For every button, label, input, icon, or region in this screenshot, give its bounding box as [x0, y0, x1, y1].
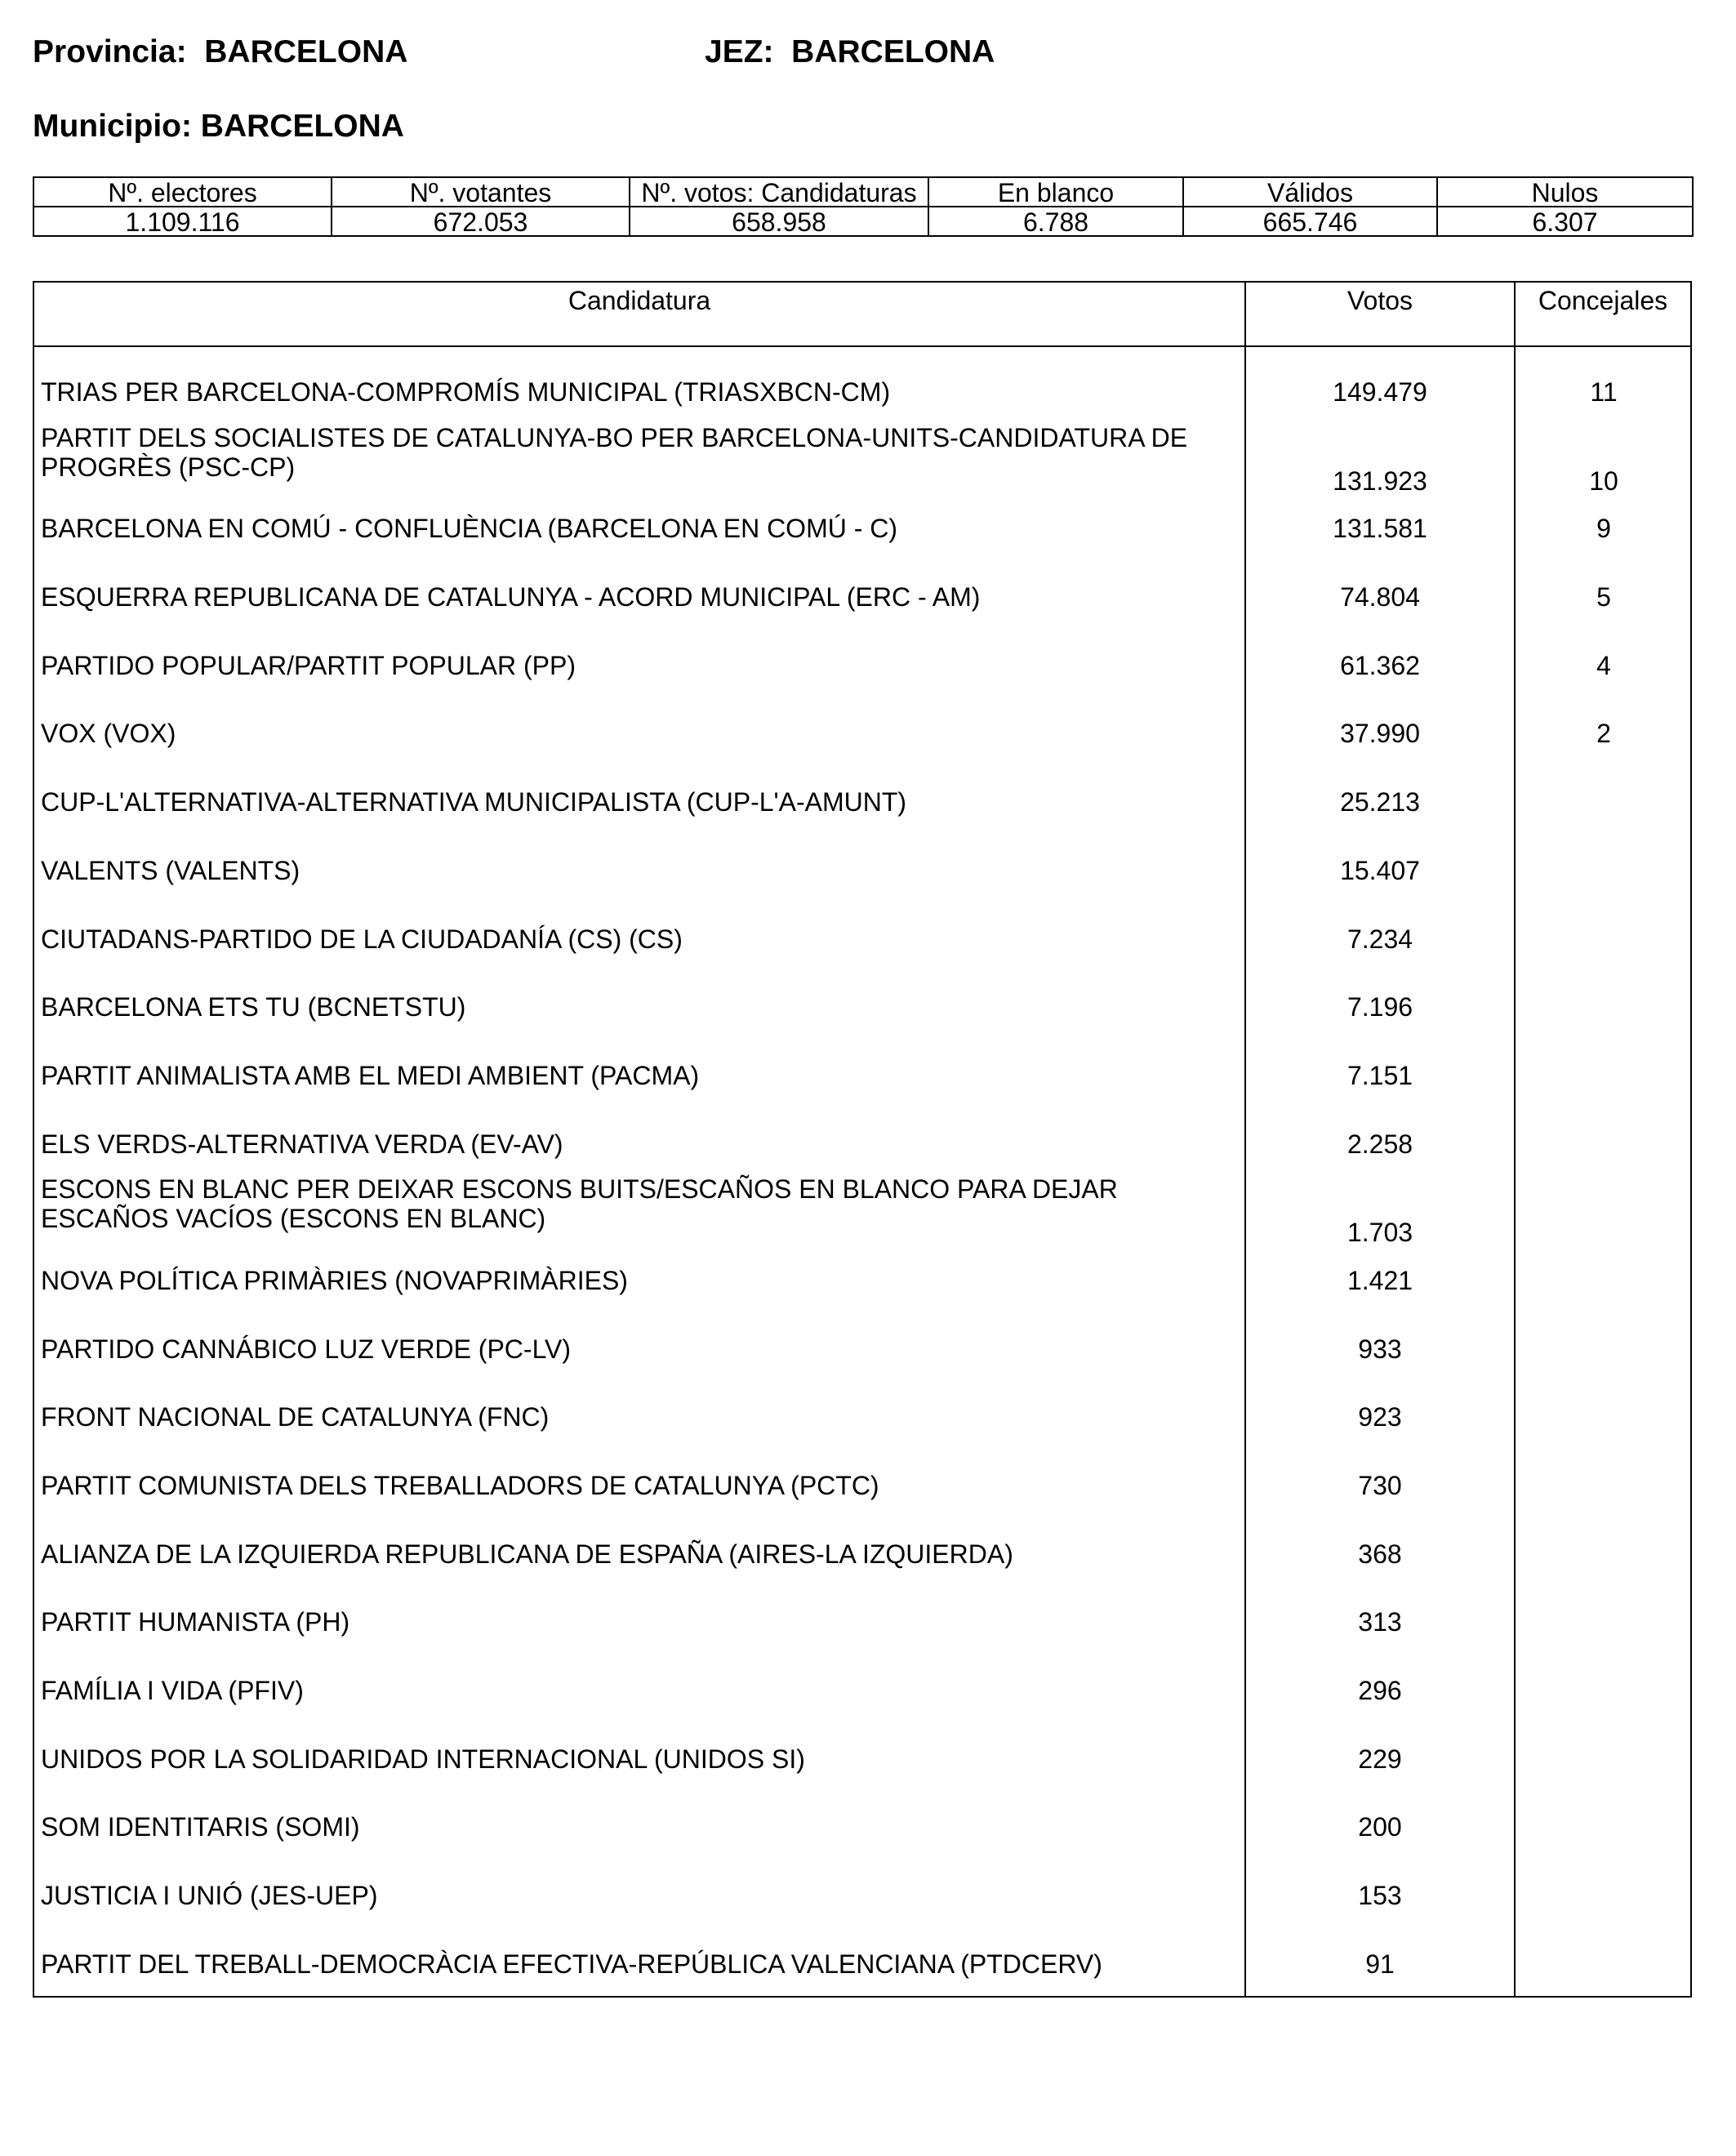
candidatura-name: CUP-L'ALTERNATIVA-ALTERNATIVA MUNICIPALISTA (CUP-L'A-AMUNT) [41, 787, 907, 817]
concejales-value: 10 [1589, 466, 1618, 496]
votos-value: 296 [1358, 1676, 1402, 1706]
candidatura-name: BARCELONA EN COMÚ - CONFLUÈNCIA (BARCELONA EN COMÚ - C) [41, 514, 898, 544]
candidatura-name: ESCONS EN BLANC PER DEIXAR ESCONS BUITS/ESCAÑOS EN BLANCO PARA DEJAR ESCAÑOS VACÍOS (ESCONS EN BLANC) [41, 1174, 1118, 1234]
votos-value: 7.196 [1347, 992, 1413, 1022]
summary-value-en-blanco: 6.788 [928, 207, 1183, 236]
results-rows [34, 371, 1690, 2011]
candidatura-name: JUSTICIA I UNIÓ (JES-UEP) [41, 1881, 378, 1911]
votos-value: 368 [1358, 1539, 1402, 1569]
votos-value: 15.407 [1340, 855, 1420, 885]
candidatura-name: SOM IDENTITARIS (SOMI) [41, 1812, 360, 1842]
header-concejales: Concejales [1538, 286, 1668, 315]
summary-value-votantes: 672.053 [332, 207, 630, 236]
table-row [34, 1806, 1690, 1874]
candidatura-name: ALIANZA DE LA IZQUIERDA REPUBLICANA DE ESPAÑA (AIRES-LA IZQUIERDA) [41, 1539, 1013, 1569]
summary-value-validos: 665.746 [1183, 207, 1437, 236]
table-row [34, 1259, 1690, 1328]
candidatura-name: PARTIT HUMANISTA (PH) [41, 1607, 350, 1637]
summary-header-validos: Válidos [1183, 177, 1437, 207]
table-row [34, 781, 1690, 849]
votos-value: 923 [1358, 1402, 1402, 1432]
municipio-label: Municipio: BARCELONA [33, 109, 404, 144]
summary-header-nulos: Nulos [1437, 177, 1693, 207]
summary-header-electores: Nº. electores [33, 177, 332, 207]
votos-value: 149.479 [1333, 377, 1427, 407]
votos-value: 74.804 [1340, 582, 1420, 612]
votos-value: 933 [1358, 1334, 1402, 1364]
votos-value: 131.581 [1333, 514, 1427, 544]
concejales-value: 9 [1596, 514, 1611, 544]
candidatura-name: VALENTS (VALENTS) [41, 855, 300, 885]
table-row [34, 986, 1690, 1054]
table-row [34, 1738, 1690, 1806]
candidatura-name: BARCELONA ETS TU (BCNETSTU) [41, 992, 466, 1022]
votos-value: 61.362 [1340, 650, 1420, 680]
votos-value: 153 [1358, 1881, 1402, 1911]
header-votos: Votos [1347, 286, 1413, 315]
candidatura-name: NOVA POLÍTICA PRIMÀRIES (NOVAPRIMÀRIES) [41, 1265, 628, 1295]
votos-value: 25.213 [1340, 787, 1420, 817]
candidatura-name: PARTIT DEL TREBALL-DEMOCRÀCIA EFECTIVA-REPÚBLICA VALENCIANA (PTDCERV) [41, 1949, 1102, 1979]
votos-value: 1.703 [1347, 1218, 1413, 1248]
candidatura-name: FAMÍLIA I VIDA (PFIV) [41, 1676, 304, 1706]
candidatura-name: CIUTADANS-PARTIDO DE LA CIUDADANÍA (CS) (CS) [41, 924, 683, 954]
table-row [34, 918, 1690, 987]
concejales-value: 5 [1596, 582, 1611, 612]
summary-header-votantes: Nº. votantes [332, 177, 630, 207]
summary-header-votos-candidaturas: Nº. votos: Candidaturas [630, 177, 928, 207]
header-divider [34, 345, 1690, 347]
votos-value: 2.258 [1347, 1129, 1413, 1159]
candidatura-name: ESQUERRA REPUBLICANA DE CATALUNYA - ACORD MUNICIPAL (ERC - AM) [41, 582, 981, 612]
table-row [34, 1533, 1690, 1601]
summary-value-votos-candidaturas: 658.958 [630, 207, 928, 236]
votos-value: 229 [1358, 1744, 1402, 1774]
table-row [34, 1174, 1690, 1259]
votos-value: 7.151 [1347, 1060, 1413, 1090]
votos-value: 730 [1358, 1471, 1402, 1500]
summary-value-nulos: 6.307 [1437, 207, 1693, 236]
concejales-value: 4 [1596, 650, 1611, 680]
candidatura-name: TRIAS PER BARCELONA-COMPROMÍS MUNICIPAL (TRIASXBCN-CM) [41, 377, 891, 407]
candidatura-name: PARTIT COMUNISTA DELS TREBALLADORS DE CATALUNYA (PCTC) [41, 1471, 879, 1500]
candidatura-name: UNIDOS POR LA SOLIDARIDAD INTERNACIONAL (UNIDOS SI) [41, 1744, 805, 1774]
candidatura-name: PARTIDO POPULAR/PARTIT POPULAR (PP) [41, 650, 576, 680]
header-candidatura: Candidatura [568, 286, 711, 315]
table-row [34, 1669, 1690, 1738]
votos-value: 37.990 [1340, 719, 1420, 749]
table-row [34, 422, 1690, 508]
candidatura-name: PARTIT DELS SOCIALISTES DE CATALUNYA-BO PER BARCELONA-UNITS-CANDIDATURA DE PROGRÈS (PSC-CP) [41, 422, 1188, 482]
table-row [34, 849, 1690, 918]
table-row [34, 507, 1690, 576]
votos-value: 1.421 [1347, 1265, 1413, 1295]
votos-value: 131.923 [1333, 466, 1427, 496]
candidatura-name: ELS VERDS-ALTERNATIVA VERDA (EV-AV) [41, 1129, 563, 1159]
jez-label: JEZ: BARCELONA [705, 34, 995, 69]
table-row [34, 1943, 1690, 2011]
candidatura-name: VOX (VOX) [41, 719, 176, 749]
table-row [34, 1874, 1690, 1943]
table-row [34, 1601, 1690, 1669]
votos-value: 7.234 [1347, 924, 1413, 954]
table-row [34, 1396, 1690, 1464]
summary-table [33, 176, 1694, 237]
summary-value-electores: 1.109.116 [33, 207, 332, 236]
table-row [34, 712, 1690, 781]
concejales-value: 11 [1590, 377, 1618, 407]
votos-value: 91 [1365, 1949, 1395, 1979]
table-row [34, 1464, 1690, 1533]
provincia-label: Provincia: BARCELONA [33, 34, 408, 69]
candidatura-name: FRONT NACIONAL DE CATALUNYA (FNC) [41, 1402, 550, 1432]
table-row [34, 644, 1690, 713]
table-row [34, 1328, 1690, 1396]
votos-value: 200 [1358, 1812, 1402, 1842]
concejales-value: 2 [1596, 719, 1611, 749]
votos-value: 313 [1358, 1607, 1402, 1637]
candidatura-name: PARTIT ANIMALISTA AMB EL MEDI AMBIENT (PACMA) [41, 1060, 700, 1090]
results-table [33, 281, 1692, 1998]
table-row [34, 1054, 1690, 1123]
candidatura-name: PARTIDO CANNÁBICO LUZ VERDE (PC-LV) [41, 1334, 571, 1364]
table-row [34, 576, 1690, 644]
summary-header-en-blanco: En blanco [928, 177, 1183, 207]
